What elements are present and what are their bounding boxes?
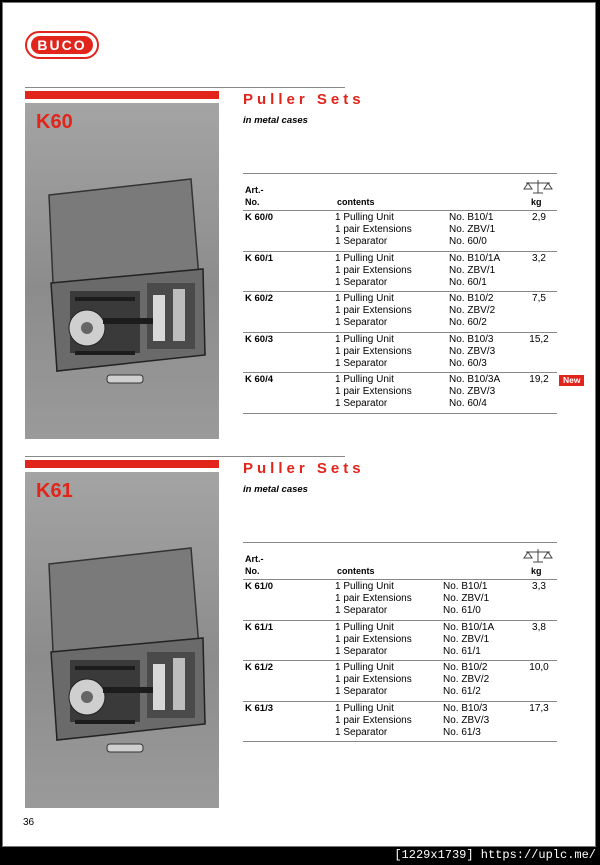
row-rule: [243, 660, 557, 661]
item-description: 1 Pulling Unit: [335, 293, 394, 304]
section-title: Puller Sets: [243, 91, 365, 108]
catalog-page: [2, 2, 596, 847]
header-kg: kg: [531, 197, 542, 207]
logo-text: BUCO: [31, 36, 92, 54]
row-rule: [243, 251, 557, 252]
balance-scale-icon: [523, 179, 553, 195]
new-badge: New: [559, 375, 584, 386]
item-part-number: No. B10/1: [443, 581, 488, 592]
item-description: 1 Pulling Unit: [335, 333, 394, 345]
buco-logo: [25, 31, 99, 59]
product-code: K60: [36, 111, 73, 133]
art-number: K 60/0: [245, 212, 273, 223]
table-top-rule: [243, 173, 557, 174]
item-description: 1 Pulling Unit: [335, 662, 394, 673]
row-rule: [243, 413, 557, 414]
header-no: No.: [245, 197, 260, 207]
item-part-number: No. 61/2: [443, 686, 481, 697]
item-part-number: No. 60/3: [449, 357, 487, 369]
header-art: Art.-: [245, 554, 264, 564]
item-part-number: No. B10/1: [449, 212, 494, 223]
item-description: 1 pair Extensions: [335, 264, 412, 276]
header-contents: contents: [337, 566, 375, 576]
item-description: 1 Separator: [335, 398, 388, 409]
item-part-number: No. B10/2: [449, 293, 494, 304]
item-part-number: No. ZBV/3: [443, 714, 490, 726]
header-contents: contents: [337, 197, 375, 207]
item-description: 1 Pulling Unit: [335, 374, 394, 385]
product-code: K61: [36, 480, 73, 502]
item-description: 1 Separator: [335, 686, 388, 697]
header-rule: [243, 210, 557, 211]
header-art: Art.-: [245, 185, 264, 195]
art-number: K 61/0: [245, 581, 273, 592]
section-title: Puller Sets: [243, 460, 365, 477]
metal-case-illustration: [25, 472, 219, 808]
item-part-number: No. ZBV/1: [449, 224, 496, 235]
item-part-number: No. 61/0: [443, 605, 481, 616]
row-rule: [243, 291, 557, 292]
row-rule: [243, 332, 557, 333]
watermark: [1229x1739] https://uplc.me/: [394, 848, 596, 862]
item-part-number: No. 61/3: [443, 726, 481, 738]
item-part-number: No. 61/1: [443, 645, 481, 657]
art-number: K 60/4: [245, 374, 273, 385]
item-part-number: No. ZBV/1: [449, 264, 496, 276]
item-description: 1 pair Extensions: [335, 674, 412, 685]
section-top-rule: [25, 456, 345, 457]
weight-value: 19,2: [529, 374, 549, 385]
item-description: 1 pair Extensions: [335, 345, 412, 357]
header-rule: [243, 579, 557, 580]
balance-scale-icon: [523, 548, 553, 564]
item-description: 1 Separator: [335, 605, 388, 616]
item-part-number: No. ZBV/2: [449, 305, 496, 316]
art-number: K 61/3: [245, 702, 273, 714]
art-number: K 61/1: [245, 621, 273, 633]
item-description: 1 Separator: [335, 317, 388, 328]
item-description: 1 Separator: [335, 276, 388, 288]
item-description: 1 pair Extensions: [335, 593, 412, 604]
metal-case-illustration: [25, 103, 219, 439]
section-top-rule: [25, 87, 345, 88]
row-rule: [243, 620, 557, 621]
item-part-number: No. B10/1A: [449, 252, 501, 264]
item-part-number: No. ZBV/3: [449, 386, 496, 397]
item-description: 1 Separator: [335, 645, 388, 657]
page-number: 36: [23, 817, 35, 828]
item-part-number: No. ZBV/1: [443, 633, 490, 645]
row-rule: [243, 372, 557, 373]
weight-value: 17,3: [529, 702, 549, 714]
header-kg: kg: [531, 566, 542, 576]
section-red-bar: [25, 460, 219, 468]
weight-value: 3,2: [532, 252, 546, 264]
art-number: K 60/2: [245, 293, 273, 304]
item-part-number: No. B10/3: [449, 333, 494, 345]
item-part-number: No. 60/0: [449, 236, 487, 247]
table-top-rule: [243, 542, 557, 543]
item-part-number: No. ZBV/2: [443, 674, 490, 685]
item-description: 1 Separator: [335, 357, 388, 369]
item-description: 1 pair Extensions: [335, 305, 412, 316]
item-part-number: No. B10/1A: [443, 621, 495, 633]
item-description: 1 Pulling Unit: [335, 702, 394, 714]
item-description: 1 pair Extensions: [335, 633, 412, 645]
section-red-bar: [25, 91, 219, 99]
item-part-number: No. 60/2: [449, 317, 487, 328]
item-description: 1 Pulling Unit: [335, 581, 394, 592]
art-number: K 60/1: [245, 252, 273, 264]
item-description: 1 Pulling Unit: [335, 212, 394, 223]
item-part-number: No. ZBV/3: [449, 345, 496, 357]
weight-value: 3,8: [532, 621, 546, 633]
item-description: 1 Separator: [335, 236, 388, 247]
item-description: 1 Pulling Unit: [335, 252, 394, 264]
weight-value: 10,0: [529, 662, 549, 673]
item-part-number: No. B10/2: [443, 662, 488, 673]
weight-value: 3,3: [532, 581, 546, 592]
section-subtitle: in metal cases: [243, 484, 308, 495]
item-part-number: No. 60/4: [449, 398, 487, 409]
section-subtitle: in metal cases: [243, 115, 308, 126]
header-no: No.: [245, 566, 260, 576]
art-number: K 61/2: [245, 662, 273, 673]
item-part-number: No. B10/3A: [449, 374, 501, 385]
item-description: 1 Separator: [335, 726, 388, 738]
product-photo: [25, 472, 219, 808]
item-part-number: No. 60/1: [449, 276, 487, 288]
item-description: 1 pair Extensions: [335, 386, 412, 397]
item-part-number: No. ZBV/1: [443, 593, 490, 604]
weight-value: 7,5: [532, 293, 546, 304]
art-number: K 60/3: [245, 333, 273, 345]
row-rule: [243, 741, 557, 742]
item-part-number: No. B10/3: [443, 702, 488, 714]
product-photo: [25, 103, 219, 439]
row-rule: [243, 701, 557, 702]
item-description: 1 Pulling Unit: [335, 621, 394, 633]
item-description: 1 pair Extensions: [335, 224, 412, 235]
weight-value: 2,9: [532, 212, 546, 223]
item-description: 1 pair Extensions: [335, 714, 412, 726]
weight-value: 15,2: [529, 333, 549, 345]
